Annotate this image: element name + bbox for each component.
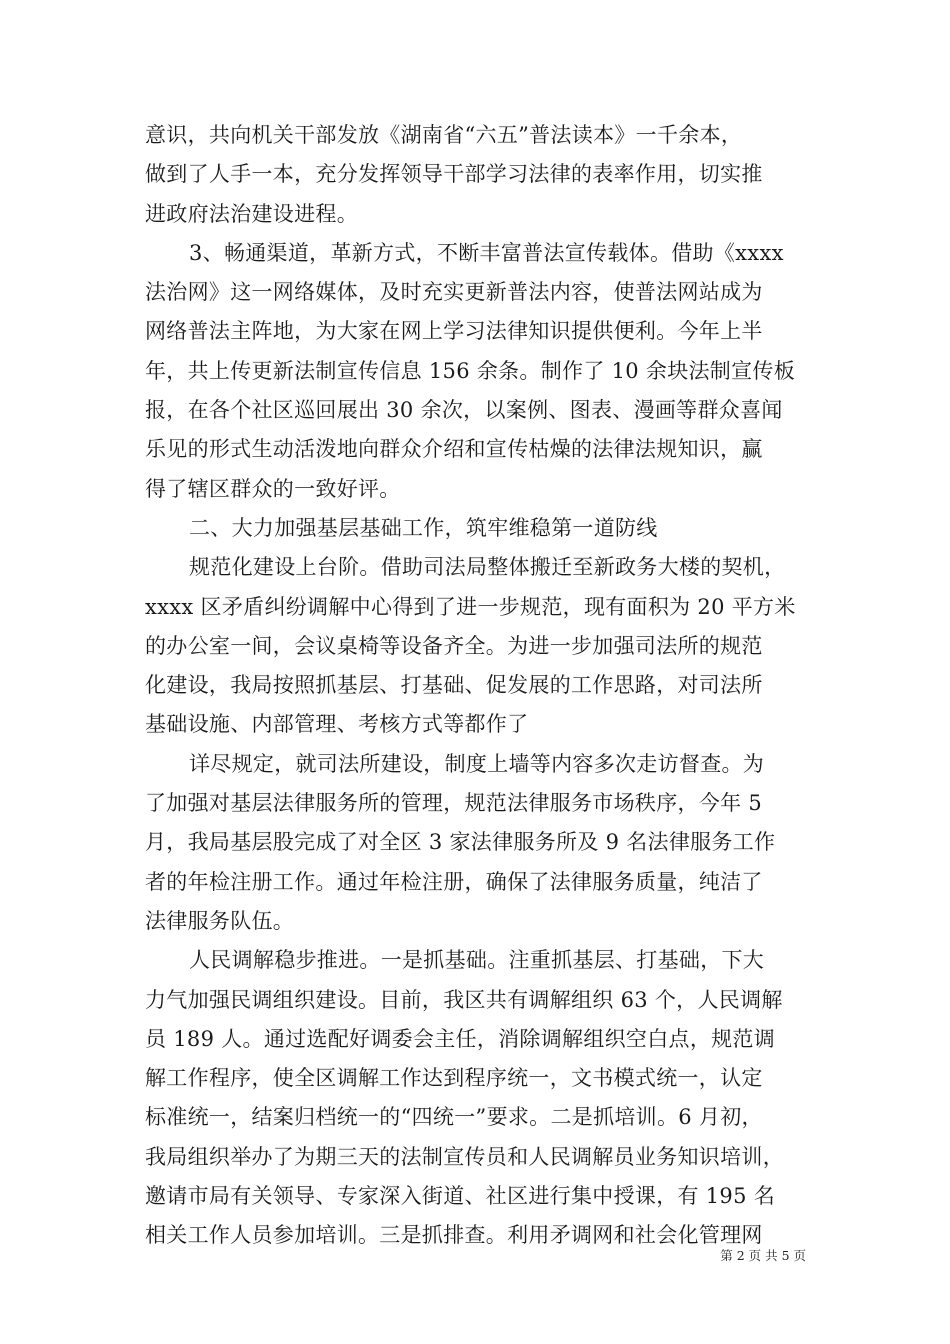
text-line: 基础设施、内部管理、考核方式等都作了 bbox=[145, 712, 529, 737]
text-line: 我局组织举办了为期三天的法制宣传员和人民调解员业务知识培训， bbox=[145, 1144, 784, 1169]
text-line: 解工作程序，使全区调解工作达到程序统一，文书模式统一，认定 bbox=[145, 1066, 763, 1091]
text-line: 标准统一，结案归档统一的“四统一”要求。二是抓培训。6 月初， bbox=[145, 1105, 763, 1130]
text-line: 了加强对基层法律服务所的管理，规范法律服务市场秩序，今年 5 bbox=[145, 791, 763, 816]
paragraph-start-line: 规范化建设上台阶。借助司法局整体搬迁至新政务大楼的契机， bbox=[189, 555, 786, 580]
paragraph-start-line: 详尽规定，就司法所建设，制度上墙等内容多次走访督查。为 bbox=[189, 751, 765, 776]
text-line: 邀请市局有关领导、专家深入街道、社区进行集中授课，有 195 名 bbox=[145, 1184, 776, 1209]
paragraph-start-line: 3、畅通渠道，革新方式，不断丰富普法宣传载体。借助《xxxx bbox=[189, 240, 784, 265]
text-line: 的办公室一间，会议桌椅等设备齐全。为进一步加强司法所的规范 bbox=[145, 633, 763, 658]
text-line: 月，我局基层股完成了对全区 3 家法律服务所及 9 名法律服务工作 bbox=[145, 830, 776, 855]
text-line: 进政府法治建设进程。 bbox=[145, 201, 358, 226]
text-line: 得了辖区群众的一致好评。 bbox=[145, 476, 401, 501]
text-line: 相关工作人员参加培训。三是抓排查。利用矛调网和社会化管理网 bbox=[145, 1223, 763, 1248]
section-heading: 二、大力加强基层基础工作，筑牢维稳第一道防线 bbox=[189, 515, 658, 540]
text-line: 者的年检注册工作。通过年检注册，确保了法律服务质量，纯洁了 bbox=[145, 869, 763, 894]
text-line: 年，共上传更新法制宣传信息 156 余条。制作了 10 余块法制宣传板 bbox=[145, 358, 796, 383]
text-line: 意识，共向机关干部发放《湖南省“六五”普法读本》一千余本， bbox=[145, 123, 743, 147]
text-line: 乐见的形式生动活泼地向群众介绍和宣传枯燥的法律法规知识，赢 bbox=[145, 437, 763, 462]
body-text bbox=[145, 116, 815, 1256]
text-line: xxxx 区矛盾纠纷调解中心得到了进一步规范，现有面积为 20 平方米 bbox=[145, 594, 796, 619]
page-number-footer: 第 2 页 共 5 页 bbox=[720, 1248, 806, 1263]
text-line: 法律服务队伍。 bbox=[145, 908, 295, 933]
text-line: 力气加强民调组织建设。目前，我区共有调解组织 63 个，人民调解 bbox=[145, 987, 783, 1012]
text-line: 员 189 人。通过选配好调委会主任，消除调解组织空白点，规范调 bbox=[145, 1026, 776, 1051]
text-line: 化建设，我局按照抓基层、打基础、促发展的工作思路，对司法所 bbox=[145, 673, 763, 698]
text-line: 做到了人手一本，充分发挥领导干部学习法律的表率作用，切实推 bbox=[145, 162, 763, 187]
text-line: 报，在各个社区巡回展出 30 余次，以案例、图表、漫画等群众喜闻 bbox=[145, 398, 783, 423]
paragraph-start-line: 人民调解稳步推进。一是抓基础。注重抓基层、打基础，下大 bbox=[189, 948, 765, 973]
text-line: 法治网》这一网络媒体，及时充实更新普法内容，使普法网站成为 bbox=[145, 280, 763, 305]
text-line: 网络普法主阵地，为大家在网上学习法律知识提供便利。今年上半 bbox=[145, 319, 763, 344]
